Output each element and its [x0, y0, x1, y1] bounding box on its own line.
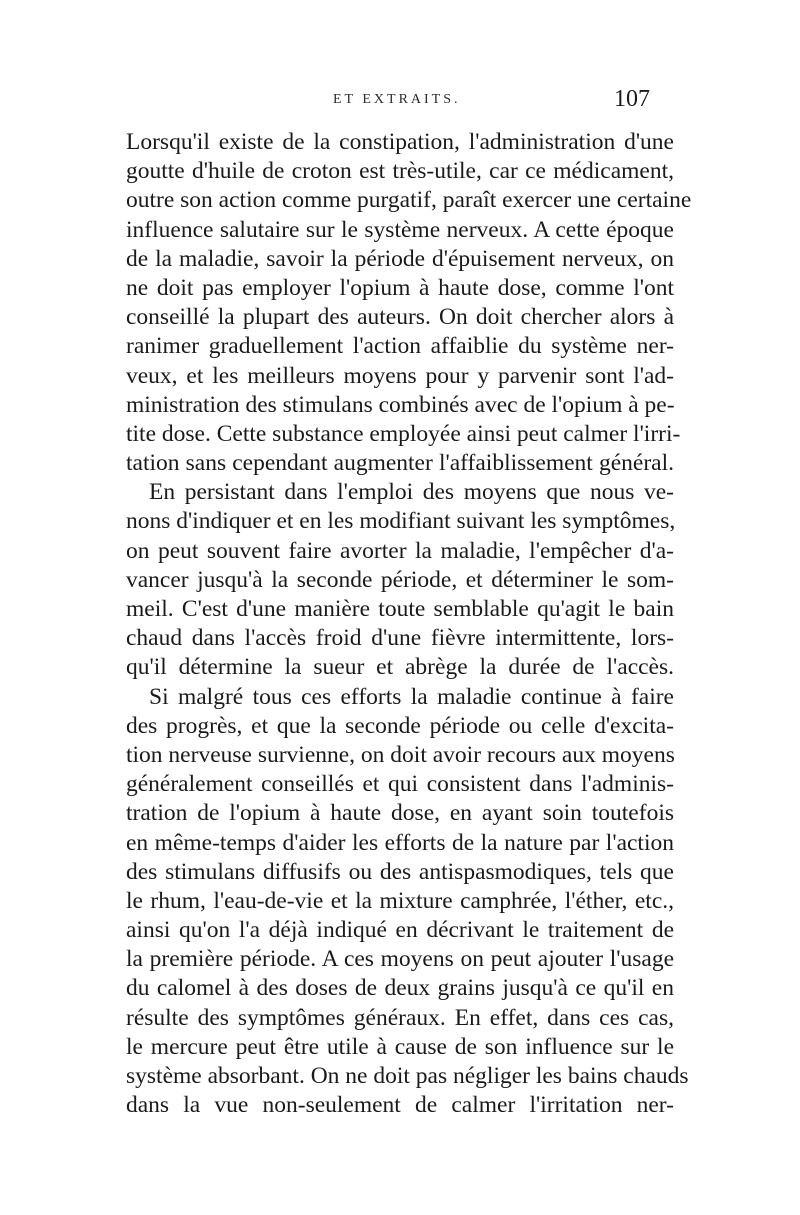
text-line: des stimulans diffusifs ou des antispasmodiques, tels que	[126, 858, 674, 885]
text-line: tration de l'opium à haute dose, en ayant soin toutefois	[126, 800, 674, 827]
text-line: en même-temps d'aider les efforts de la nature par l'action	[126, 829, 674, 856]
text-line: vancer jusqu'à la seconde période, et déterminer le som-	[126, 566, 674, 593]
text-line: le rhum, l'eau-de-vie et la mixture camphrée, l'éther, etc.,	[126, 887, 674, 914]
text-line: ranimer graduellement l'action affaiblie du système ner-	[126, 333, 674, 360]
text-line: chaud dans l'accès froid d'une fièvre intermittente, lors-	[126, 625, 674, 652]
text-line: tite dose. Cette substance employée ainsi peut calmer l'irri-	[126, 420, 681, 447]
paragraph-start-line: Si malgré tous ces efforts la maladie continue à faire	[149, 683, 674, 710]
text-line: tation sans cependant augmenter l'affaiblissement général.	[126, 450, 674, 477]
text-line: ministration des stimulans combinés avec de l'opium à pe-	[126, 391, 675, 418]
running-head: ET EXTRAITS.	[333, 92, 461, 107]
text-line: du calomel à des doses de deux grains jusqu'à ce qu'il en	[126, 975, 674, 1002]
text-line: dans la vue non-seulement de calmer l'irritation ner-	[126, 1092, 674, 1119]
text-line: influence salutaire sur le système nerveux. A cette époque	[126, 216, 674, 243]
text-line: tion nerveuse survienne, on doit avoir recours aux moyens	[126, 741, 675, 768]
text-line: Lorsqu'il existe de la constipation, l'administration d'une	[126, 129, 674, 155]
text-line: conseillé la plupart des auteurs. On doit chercher alors à	[126, 304, 674, 331]
page-number: 107	[614, 86, 650, 112]
text-line: généralement conseillés et qui consistent dans l'adminis-	[126, 771, 674, 798]
text-line: veux, et les meilleurs moyens pour y parvenir sont l'ad-	[126, 362, 674, 389]
text-line: nons d'indiquer et en les modifiant suivant les symptômes,	[126, 508, 676, 535]
text-line: meil. C'est d'une manière toute semblable qu'agit le bain	[126, 596, 674, 622]
text-line: résulte des symptômes généraux. En effet, dans ces cas,	[126, 1004, 674, 1031]
text-line: goutte d'huile de croton est très-utile, car ce médicament,	[126, 158, 674, 185]
text-line: on peut souvent faire avorter la maladie, l'empêcher d'a-	[126, 537, 674, 564]
text-line: qu'il détermine la sueur et abrège la durée de l'accès.	[126, 654, 674, 681]
text-line: la première période. A ces moyens on peut ajouter l'usage	[126, 946, 674, 973]
text-line: de la maladie, savoir la période d'épuisement nerveux, on	[126, 245, 674, 272]
text-line: ainsi qu'on l'a déjà indiqué en décrivant le traitement de	[126, 917, 674, 944]
text-line: des progrès, et que la seconde période ou celle d'excita-	[126, 712, 674, 739]
paragraph-start-line: En persistant dans l'emploi des moyens que nous ve-	[149, 479, 674, 506]
text-line: système absorbant. On ne doit pas négliger les bains chauds	[126, 1063, 689, 1089]
body-text	[126, 128, 692, 1120]
text-line: outre son action comme purgatif, paraît exercer une certaine	[126, 187, 692, 214]
text-line: ne doit pas employer l'opium à haute dose, comme l'ont	[126, 274, 674, 301]
text-line: le mercure peut être utile à cause de son influence sur le	[126, 1033, 674, 1060]
